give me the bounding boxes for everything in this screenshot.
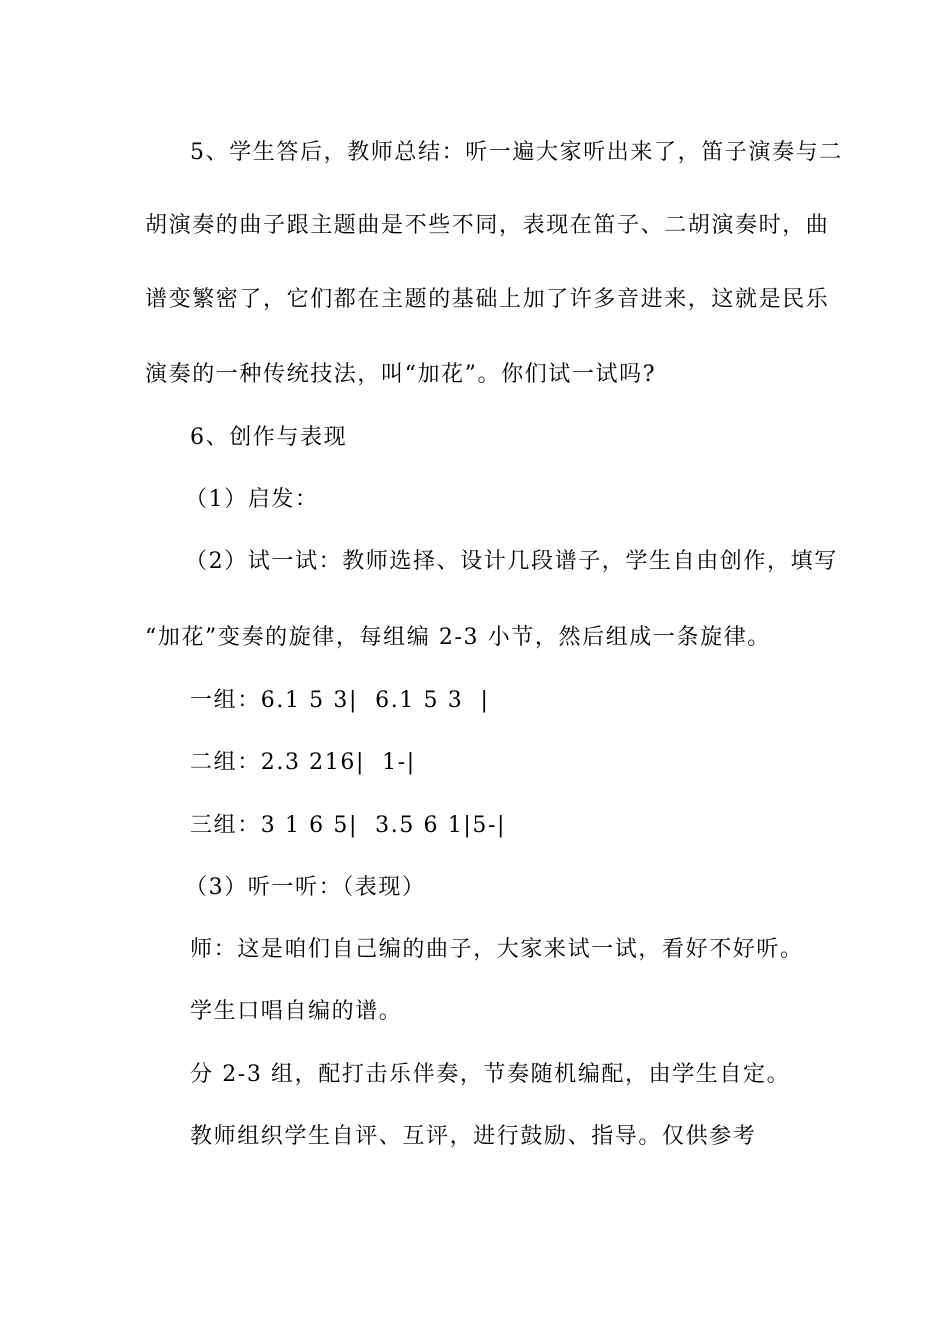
step-2-line-2: “加花”变奏的旋律，每组编 2-3 小节，然后组成一条旋律。 [145, 625, 771, 650]
evaluation-line: 教师组织学生自评、互评，进行鼓励、指导。仅供参考 [190, 1124, 757, 1149]
section-6-heading: 6、创作与表现 [190, 425, 348, 450]
teacher-line: 师：这是咱们自己编的曲子，大家来试一试，看好不好听。 [190, 937, 804, 962]
step-3-prompt: （3）听一听：（表现） [185, 875, 426, 900]
group-3-notation: 三组：3 1 6 5| 3.5 6 1|5-| [190, 813, 506, 838]
percussion-line: 分 2-3 组，配打击乐伴奏，节奏随机编配，由学生自定。 [190, 1062, 791, 1087]
step-1-prompt: （1）启发： [185, 487, 319, 512]
step-2-line-1: （2）试一试：教师选择、设计几段谱子，学生自由创作，填写 [185, 549, 838, 574]
paragraph-5-line-1: 5、学生答后，教师总结：听一遍大家听出来了，笛子演奏与二 [190, 140, 843, 165]
paragraph-5-line-4: 演奏的一种传统技法，叫“加花”。你们试一试吗? [145, 362, 657, 387]
students-sing-line: 学生口唱自编的谱。 [190, 999, 403, 1024]
group-2-notation: 二组：2.3 216| 1-| [190, 750, 416, 775]
paragraph-5-line-2: 胡演奏的曲子跟主题曲是不些不同，表现在笛子、二胡演奏时，曲 [145, 213, 830, 238]
paragraph-5-line-3: 谱变繁密了，它们都在主题的基础上加了许多音进来，这就是民乐 [145, 287, 830, 312]
group-1-notation: 一组：6.1 5 3| 6.1 5 3 | [190, 688, 490, 713]
